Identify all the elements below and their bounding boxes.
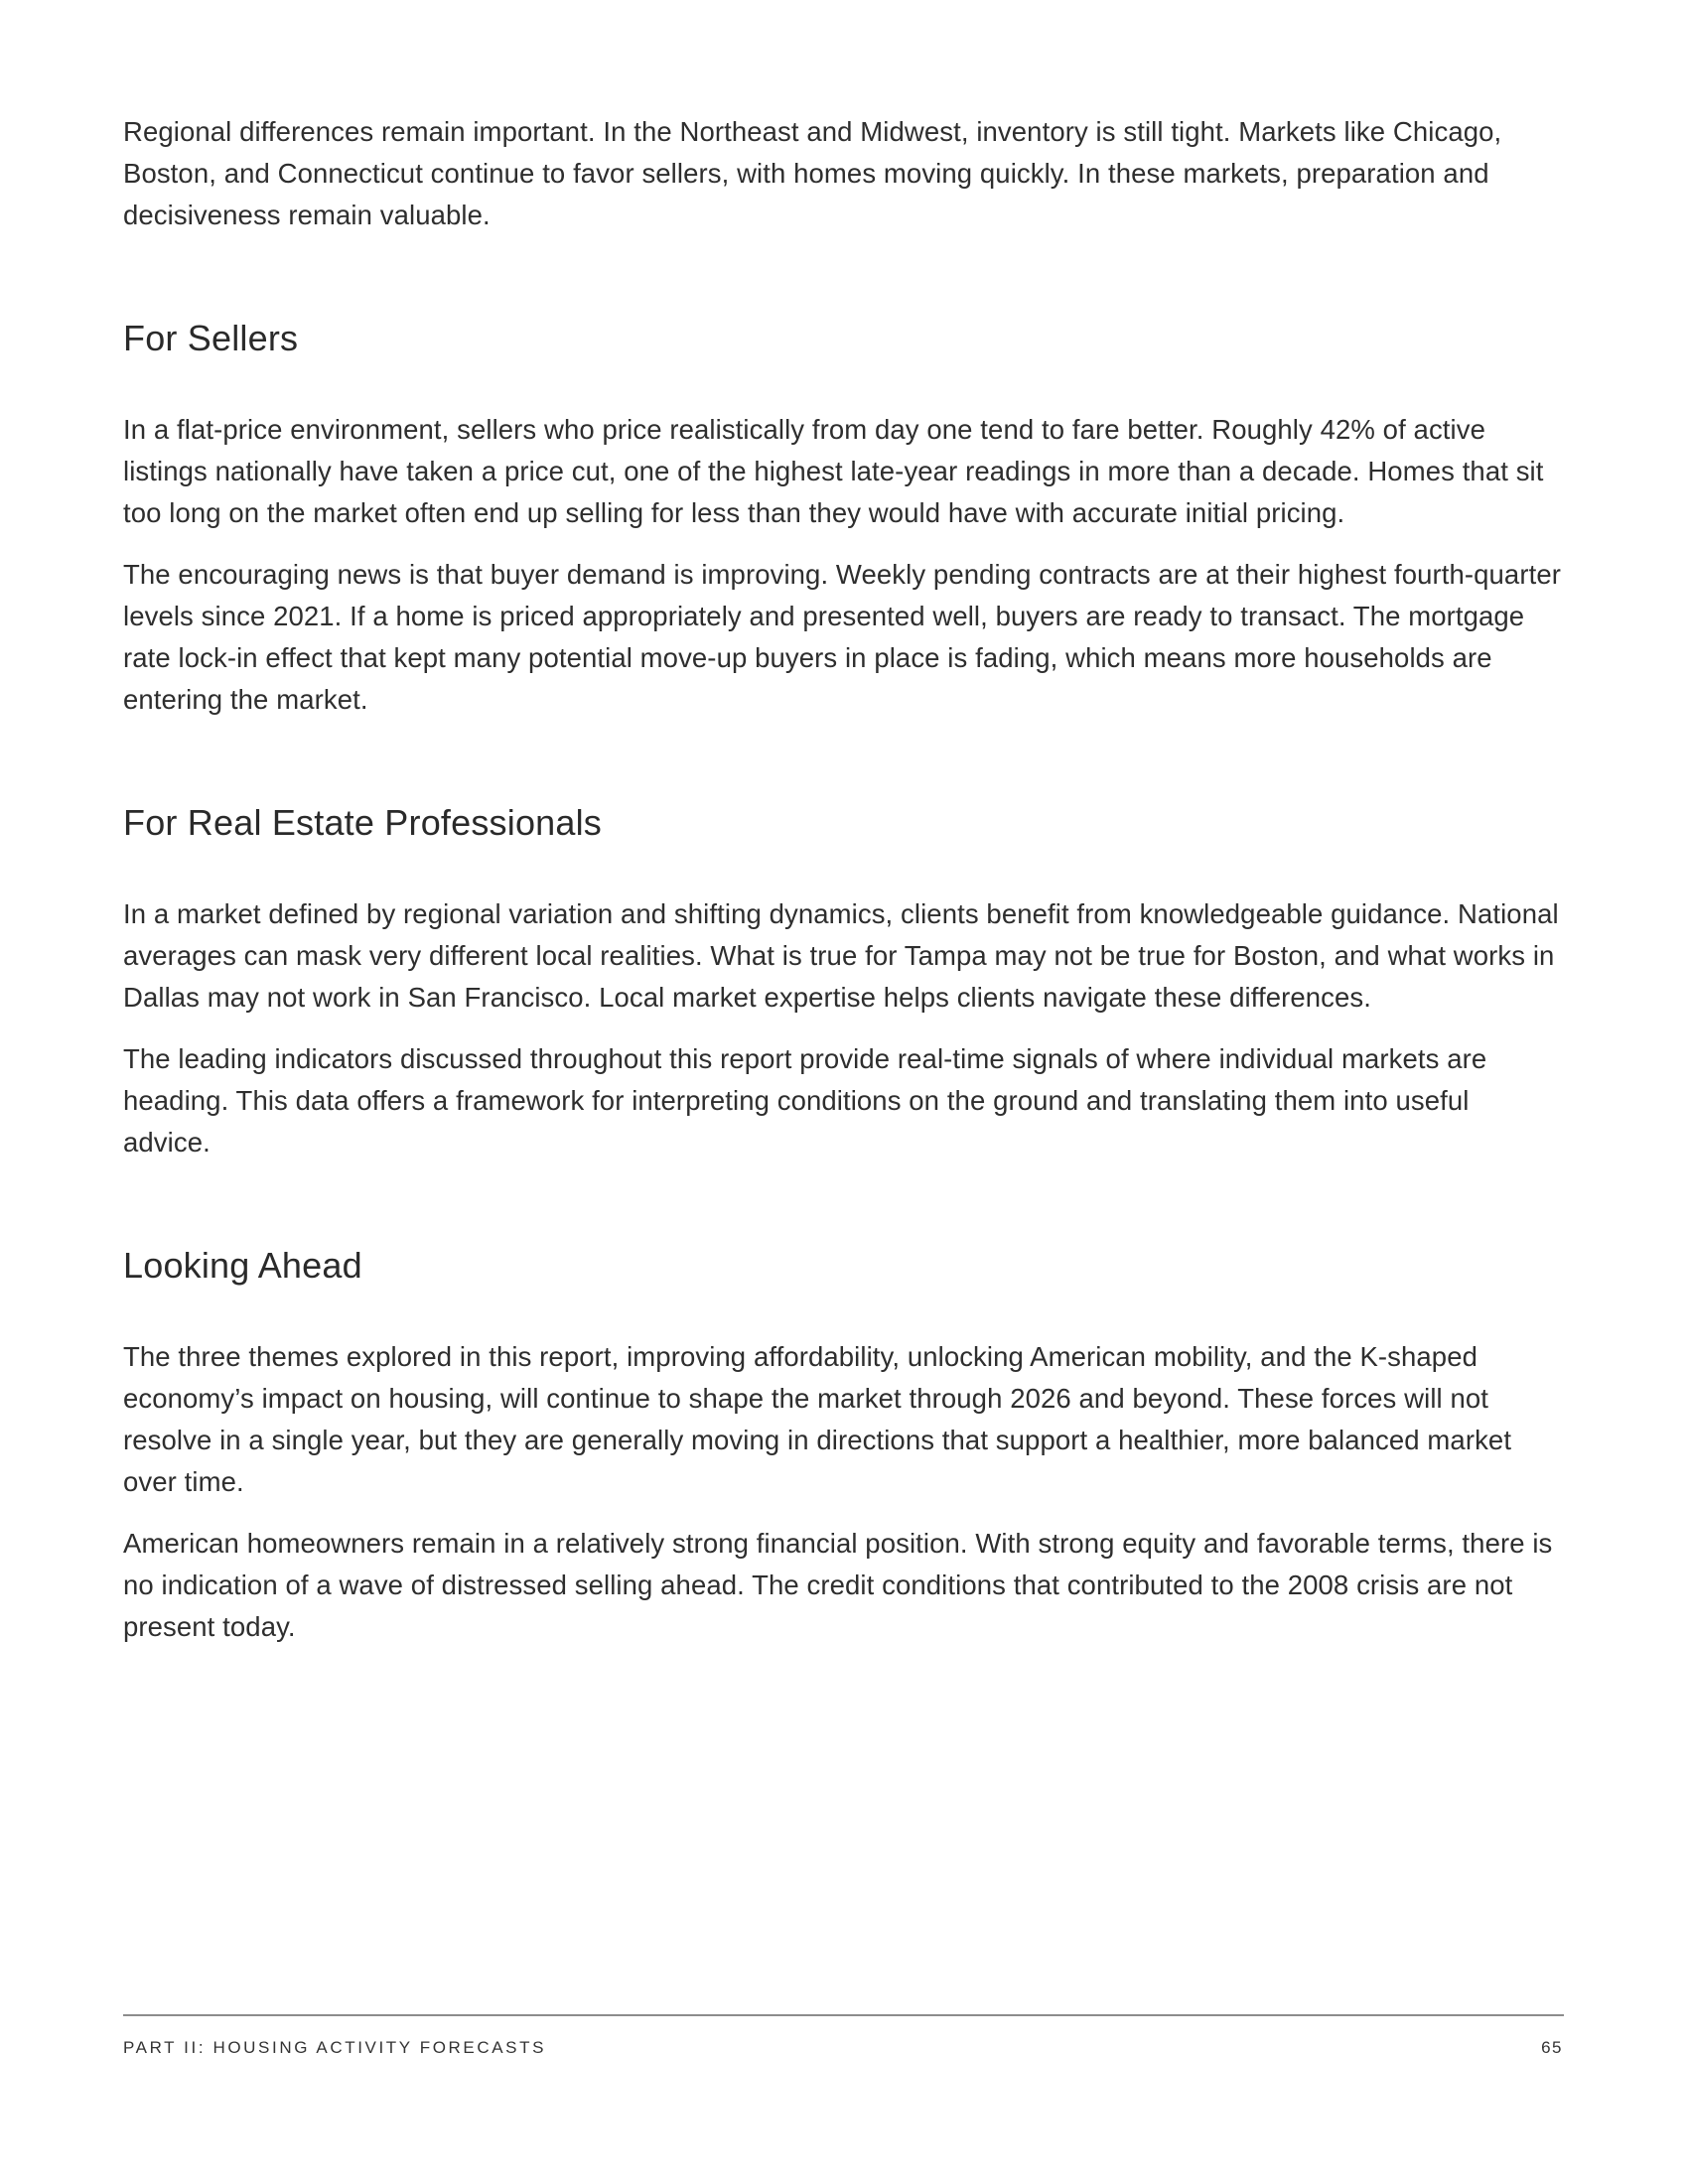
sellers-paragraph-1: In a flat-price environment, sellers who price realistically from day one tend to fare better. Roughly 42% of active listings nationally have taken a price cut, one of the highest late-year readings in more than a decade. Homes that sit too long on the market often end up selling for less than they would have with accurate initial pricing.	[123, 414, 1544, 528]
heading-for-sellers: For Sellers	[123, 318, 299, 358]
sellers-paragraph-2: The encouraging news is that buyer demand is improving. Weekly pending contracts are at their highest fourth-quarter levels since 2021. If a home is priced appropriately and presented well, buyers are ready to transact. The mortgage rate lock-in effect that kept many potential move-up buyers in place is fading, which means more households are entering the market.	[123, 559, 1561, 715]
heading-for-real-estate-professionals: For Real Estate Professionals	[123, 802, 603, 843]
footer-section-label: PART II: HOUSING ACTIVITY FORECASTS	[123, 2038, 547, 2057]
page-content	[123, 111, 1563, 1668]
professionals-paragraph-2: The leading indicators discussed throughout this report provide real-time signals of where individual markets are heading. This data offers a framework for interpreting conditions on the ground and translating them into useful advice.	[123, 1043, 1487, 1158]
heading-looking-ahead: Looking Ahead	[123, 1245, 362, 1286]
looking-ahead-paragraph-2: American homeowners remain in a relatively strong financial position. With strong equity and favorable terms, there is no indication of a wave of distressed selling ahead. The credit conditions that contributed to the 2008 crisis are not present today.	[123, 1528, 1553, 1642]
page-number: 65	[1541, 2038, 1563, 2057]
intro-paragraph: Regional differences remain important. In the Northeast and Midwest, inventory is still tight. Markets like Chicago, Boston, and Connecticut continue to favor sellers, with homes moving quickly. In these markets, preparation and decisiveness remain valuable.	[123, 116, 1502, 230]
professionals-paragraph-1: In a market defined by regional variation and shifting dynamics, clients benefit from knowledgeable guidance. National averages can mask very different local realities. What is true for Tampa may not be true for Boston, and what works in Dallas may not work in San Francisco. Local market expertise helps clients navigate these differences.	[123, 898, 1559, 1013]
footer-divider	[123, 2014, 1564, 2016]
looking-ahead-paragraph-1: The three themes explored in this report, improving affordability, unlocking American mobility, and the K-shaped economy’s impact on housing, will continue to shape the market through 2026 and beyond. These forces will not resolve in a single year, but they are generally moving in directions that support a healthier, more balanced market over time.	[123, 1341, 1512, 1497]
